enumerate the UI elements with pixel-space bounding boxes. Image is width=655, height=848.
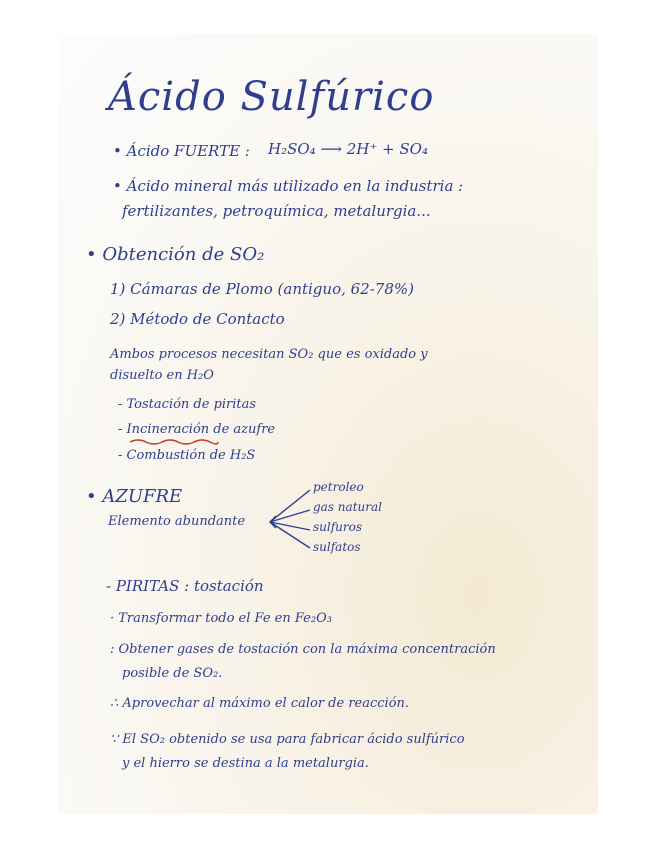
piritas-point4-line1: ∵ El SO₂ obtenido se usa para fabricar ácido sulfúrico xyxy=(110,732,465,747)
intro-bullet2-line2: fertilizantes, petroquímica, metalurgia... xyxy=(122,202,431,220)
underline-squiggle xyxy=(128,438,220,446)
azufre-subtitle: Elemento abundante xyxy=(108,514,246,529)
obtencion-item2: 2) Método de Contacto xyxy=(110,310,285,328)
notebook-page xyxy=(58,34,598,814)
obtencion-sub3: - Combustión de H₂S xyxy=(118,448,256,463)
piritas-point1: · Transformar todo el Fe en Fe₂O₃ xyxy=(110,611,332,626)
obtencion-sub2: - Incineración de azufre xyxy=(118,422,276,437)
piritas-point2-line2: posible de SO₂. xyxy=(122,666,223,681)
azufre-branch-gas-natural: gas natural xyxy=(313,500,382,514)
obtencion-note-line2: disuelto en H₂O xyxy=(110,368,214,383)
piritas-point4-line2: y el hierro se destina a la metalurgia. xyxy=(122,756,369,771)
azufre-branch-sulfuros: sulfuros xyxy=(313,520,363,534)
obtencion-note-line1: Ambos procesos necesitan SO₂ que es oxidado y xyxy=(110,347,428,362)
obtencion-heading: • Obtención de SO₂ xyxy=(86,244,265,265)
intro-bullet1-label: • Ácido FUERTE : xyxy=(113,142,250,160)
piritas-point2-line1: : Obtener gases de tostación con la máxima concentración xyxy=(110,642,496,657)
piritas-point3: ∴ Aprovechar al máximo el calor de reacción. xyxy=(110,696,410,711)
azufre-branch-petroleo: petroleo xyxy=(313,480,364,494)
azufre-heading: • AZUFRE xyxy=(86,486,183,507)
intro-bullet1-formula: H₂SO₄ ⟶ 2H⁺ + SO₄ xyxy=(268,140,428,158)
obtencion-item1: 1) Cámaras de Plomo (antiguo, 62-78%) xyxy=(110,280,414,298)
obtencion-sub1: - Tostación de piritas xyxy=(118,397,257,412)
branch-brace xyxy=(266,484,314,552)
azufre-branch-sulfatos: sulfatos xyxy=(313,540,361,554)
intro-bullet2-line1: • Ácido mineral más utilizado en la industria : xyxy=(113,177,464,195)
piritas-heading: - PIRITAS : tostación xyxy=(106,577,264,595)
page-title: Ácido Sulfúrico xyxy=(108,74,435,120)
